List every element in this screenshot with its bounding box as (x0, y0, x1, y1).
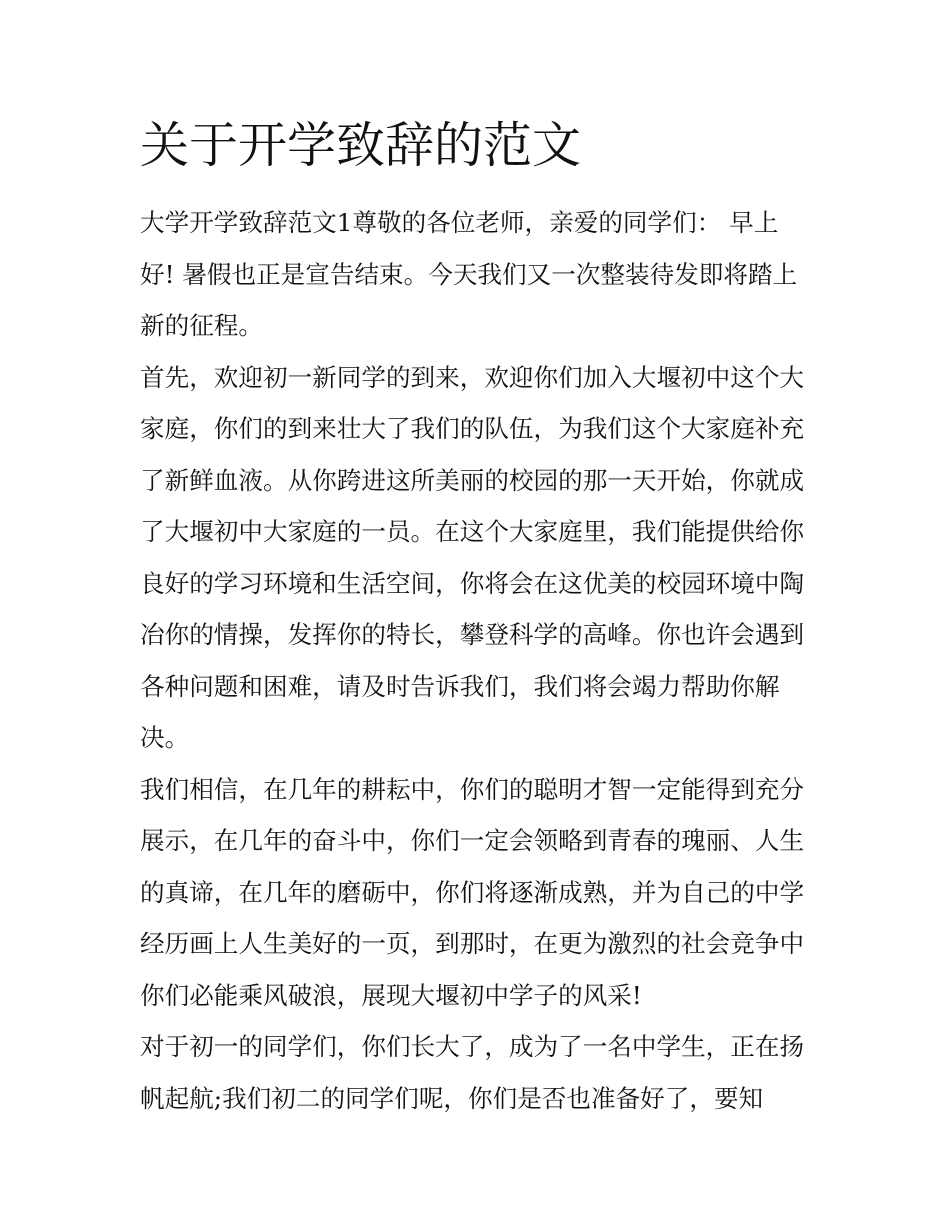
text-line: 冶你的情操，发挥你的特长，攀登科学的高峰。你也许会遇到 (140, 620, 805, 649)
text-line: 经历画上人生美好的一页，到那时，在更为激烈的社会竞争中 (140, 929, 805, 958)
text-line: 好! 暑假也正是宣告结束。今天我们又一次整装待发即将踏上 (140, 259, 798, 289)
text-line: 新的征程。 (140, 311, 263, 340)
text-line: 大学开学致辞范文1尊敬的各位老师，亲爱的同学们： 早上 (140, 208, 779, 237)
text-line: 决。 (140, 723, 190, 752)
document-body (140, 197, 820, 1124)
document-title: 关于开学致辞的范文 (140, 117, 582, 174)
text-line: 对于初一的同学们，你们长大了，成为了一名中学生，正在扬 (140, 1032, 805, 1061)
text-line: 家庭，你们的到来壮大了我们的队伍，为我们这个大家庭补充 (140, 414, 805, 443)
text-line: 展示，在几年的奋斗中，你们一定会领略到青春的瑰丽、人生 (140, 826, 805, 855)
text-line: 帆起航;我们初二的同学们呢，你们是否也准备好了，要知 (140, 1083, 764, 1113)
text-line: 你们必能乘风破浪，展现大堰初中学子的风采! (140, 980, 642, 1010)
text-line: 首先，欢迎初一新同学的到来，欢迎你们加入大堰初中这个大 (140, 362, 805, 392)
text-line: 了新鲜血液。从你跨进这所美丽的校园的那一天开始，你就成 (140, 465, 805, 495)
text-line: 各种问题和困难，请及时告诉我们，我们将会竭力帮助你解 (140, 671, 780, 701)
text-line: 了大堰初中大家庭的一员。在这个大家庭里，我们能提供给你 (140, 517, 805, 546)
text-line: 良好的学习环境和生活空间，你将会在这优美的校园环境中陶 (140, 568, 805, 598)
text-line: 的真谛，在几年的磨砺中，你们将逐渐成熟，并为自己的中学 (140, 877, 805, 907)
text-line: 我们相信，在几年的耕耘中，你们的聪明才智一定能得到充分 (140, 774, 805, 804)
